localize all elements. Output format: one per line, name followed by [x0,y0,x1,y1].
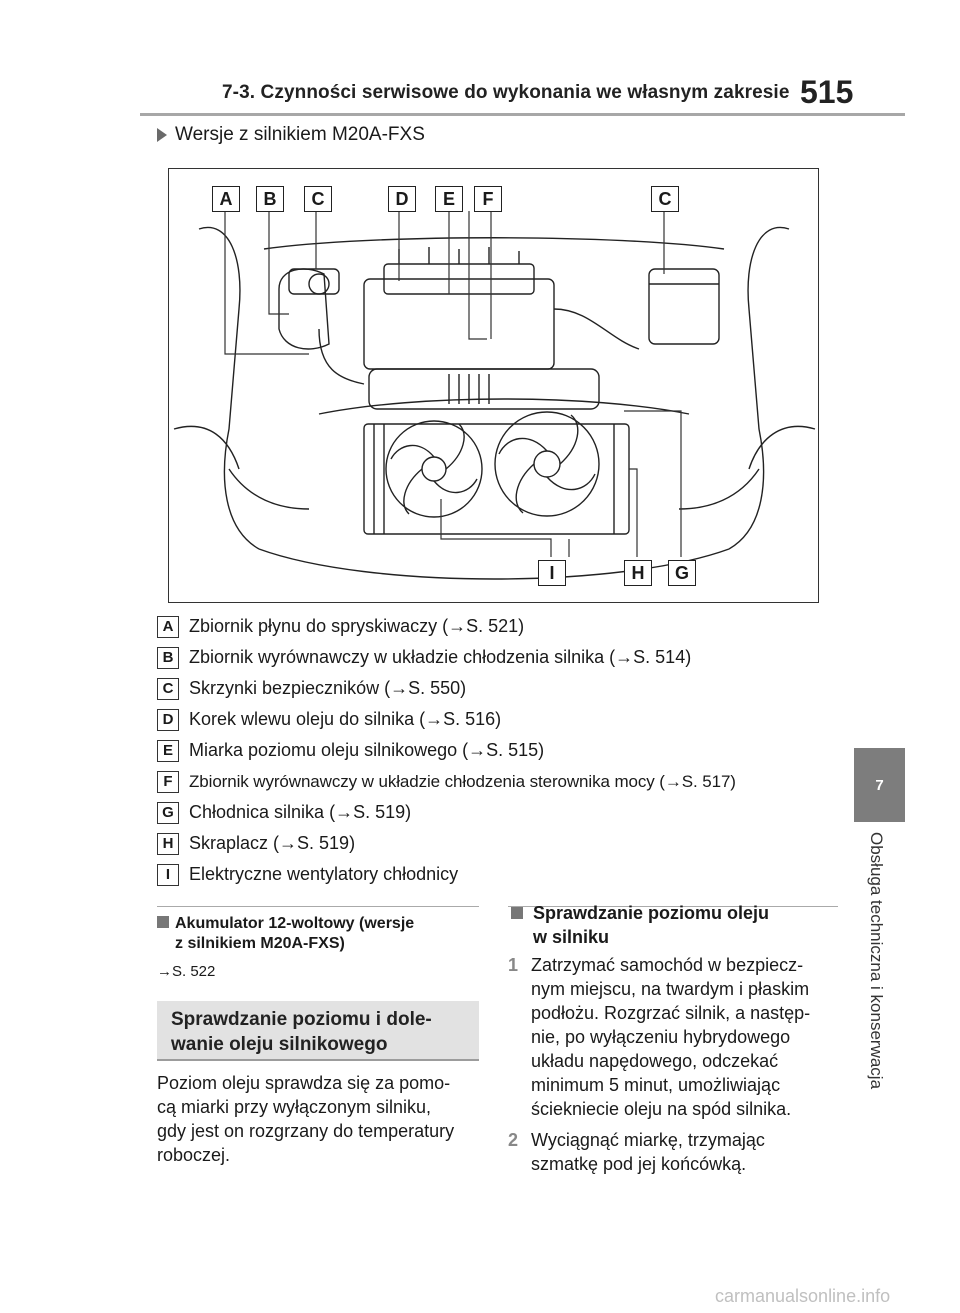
legend-text: Skraplacz (→S. 519) [189,833,356,853]
step-line: minimum 5 minut, umożliwiając [531,1075,781,1095]
legend-item [157,828,847,859]
chapter-title-label: Obsługa techniczna i konserwacja [867,832,886,1090]
legend-letter: H [157,833,179,855]
legend-letter: B [157,647,179,669]
step-line: nie, po wyłączeniu hybrydowego [531,1027,791,1047]
battery-heading-line1: Akumulator 12-woltowy (wersje [175,915,415,932]
header-divider [140,113,905,116]
callout-c-left: C [304,186,332,212]
legend-item [157,766,847,797]
callout-i: I [538,560,566,586]
oil-check-heading [511,901,831,949]
step-number: 1 [508,955,519,975]
step-line: układu napędowego, odczekać [531,1051,779,1071]
section-title: 7-3. Czynności serwisowe do wykonania we własnym zakresie [222,82,790,103]
callout-a: A [212,186,240,212]
band-line2: wanie oleju silnikowego [171,1034,388,1055]
callout-e: E [435,186,463,212]
legend-item [157,642,847,673]
paragraph-line: roboczej. [157,1145,231,1165]
callout-c-right: C [651,186,679,212]
callout-f: F [474,186,502,212]
oil-heading-line2: w silniku [533,927,610,947]
legend-letter: I [157,864,179,886]
legend-text: Miarka poziomu oleju silnikowego (→S. 515) [189,740,545,760]
watermark: carmanualsonline.info [715,1286,891,1306]
legend-letter: A [157,616,179,638]
step-1 [508,953,838,1121]
legend-item [157,704,847,735]
legend-item [157,611,847,642]
step-line: ściekniecie oleju na spód silnika. [531,1099,792,1119]
legend-letter: G [157,802,179,824]
step-text [531,953,810,1121]
step-line: nym miejscu, na twardym i płaskim [531,979,810,999]
step-line: Zatrzymać samochód w bezpiecz- [531,955,804,975]
legend-item [157,797,847,828]
legend-letter: F [157,771,179,793]
chapter-tab[interactable]: 7 [854,748,905,822]
section-heading-band [157,1001,479,1061]
step-line: podłożu. Rozgrzać silnik, a następ- [531,1003,811,1023]
legend-text: Korek wlewu oleju do silnika (→S. 516) [189,709,502,729]
step-2 [508,1128,838,1176]
legend-text: Zbiornik płynu do spryskiwaczy (→S. 521) [189,616,525,636]
legend-letter: D [157,709,179,731]
legend-text: Zbiornik wyrównawczy w układzie chłodzenia silnika (→S. 514) [189,647,692,667]
page-number: 515 [800,74,854,110]
callout-h: H [624,560,652,586]
version-text: Wersje z silnikiem M20A-FXS [175,124,425,145]
legend-text: Zbiornik wyrównawczy w układzie chłodzenia sterownika mocy (→S. 517) [189,771,736,791]
legend-letter: C [157,678,179,700]
legend-text: Elektryczne wentylatory chłodnicy [189,864,459,884]
battery-heading-line2: z silnikiem M20A-FXS) [175,935,345,952]
step-line: szmatkę pod jej końcówką. [531,1154,747,1174]
legend-text: Chłodnica silnika (→S. 519) [189,802,412,822]
engine-bay-illustration [169,169,819,603]
legend-item [157,673,847,704]
section-divider [157,906,479,907]
chapter-title-vertical [868,832,888,1192]
square-bullet-icon [511,907,523,919]
step-text [531,1128,765,1176]
step-number: 2 [508,1130,519,1150]
callout-g: G [668,560,696,586]
oil-heading-line1: Sprawdzanie poziomu oleju [533,903,770,923]
version-label [157,124,425,146]
paragraph-line: cą miarki przy wyłączonym silniku, [157,1097,432,1117]
legend-item [157,735,847,766]
legend-item [157,859,847,890]
square-bullet-icon [157,916,169,928]
triangle-bullet-icon [157,128,167,142]
callout-b: B [256,186,284,212]
diagram-legend [157,611,847,890]
legend-letter: E [157,740,179,762]
battery-heading [157,914,477,954]
battery-page-reference[interactable]: →S. 522 [157,963,216,980]
callout-d: D [388,186,416,212]
band-line1: Sprawdzanie poziomu i dole- [171,1009,432,1030]
intro-paragraph [157,1071,482,1167]
paragraph-line: Poziom oleju sprawdza się za pomo- [157,1073,451,1093]
engine-bay-diagram [168,168,819,603]
legend-text: Skrzynki bezpieczników (→S. 550) [189,678,467,698]
paragraph-line: gdy jest on rozgrzany do temperatury [157,1121,455,1141]
step-line: Wyciągnąć miarkę, trzymając [531,1130,765,1150]
